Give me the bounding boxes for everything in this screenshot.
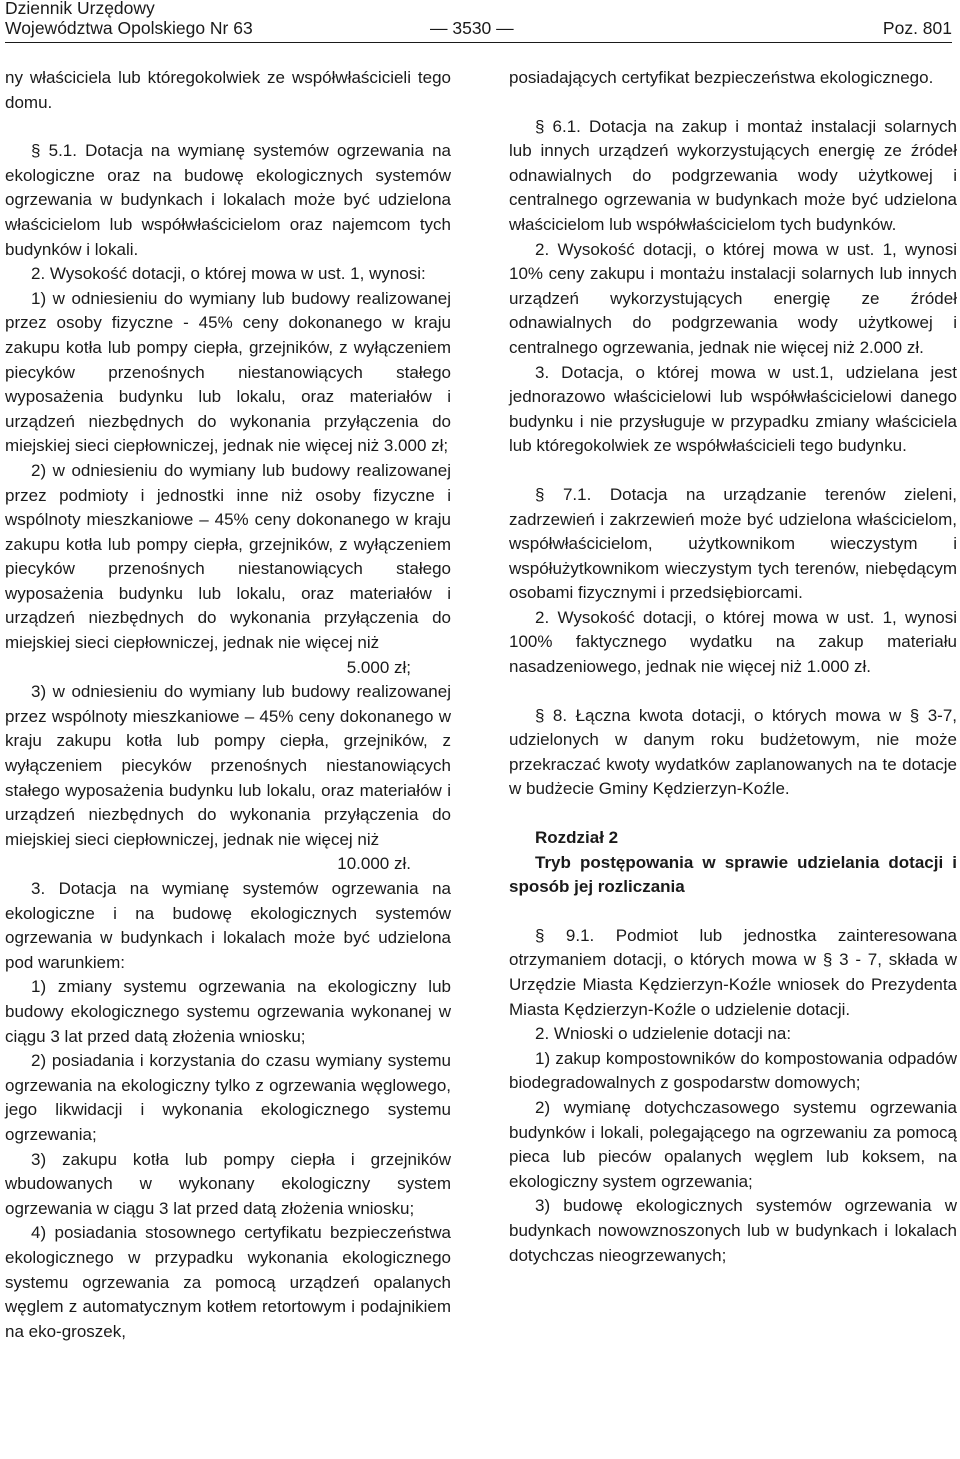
paragraph: 3. Dotacja, o której mowa w ust.1, udzielana jest jednorazowo właścicielowi lub współwłaścicielowi danego budynku i nie przysługuje w przypadku zmiany właściciela lub któregokolwiek ze współwłaścicieli tego budynku. <box>509 362 957 456</box>
amount-text: 10.000 zł. <box>337 854 411 874</box>
paragraph: 2. Wysokość dotacji, o której mowa w ust. 1, wynosi: <box>31 264 426 284</box>
page-number: — 3530 — <box>430 18 514 38</box>
list-item: 2) w odniesieniu do wymiany lub budowy realizowanej przez podmioty i jednostki inne niż osoby fizyczne i wspólnoty mieszkaniowe – 45% ceny dokonanego w kraju zakupu kotła lub pompy ciepła, grzejników, z wyłączeniem piecyków przenośnych niestanowiących stałego wyposażenia budynku lub lokalu, oraz materiałów i urządzeń niezbędnych do wykonania przyłączenia do miejskiej sieci ciepłowniczej, jednak nie więcej niż <box>5 460 451 653</box>
list-item: 4) posiadania stosownego certyfikatu bezpieczeństwa ekologicznego w przypadku wykonania ekologicznego systemu ogrzewania za pomocą urządzeń opalanych węglem z automatycznym kotłem retortowym i podajnikiem na eko-groszek, <box>5 1223 451 1341</box>
position-number: Poz. 801 <box>882 18 952 38</box>
chapter-title: Tryb postępowania w sprawie udzielania dotacji i sposób jej rozliczania <box>509 852 957 897</box>
list-item: 2) posiadania i korzystania do czasu wymiany systemu ogrzewania na ekologiczny tylko z ogrzewania węglowego, jego likwidacji i wykonania ekologicznego systemu ogrzewania; <box>5 1051 451 1144</box>
paragraph: posiadających certyfikat bezpieczeństwa ekologicznego. <box>509 68 934 87</box>
list-item: 3) w odniesieniu do wymiany lub budowy realizowanej przez wspólnoty mieszkaniowe – 45% ceny dokonanego w kraju zakupu kotła lub pompy ciepła, grzejników, z wyłączeniem piecyków przenośnych niestanowiących stałego wyposażenia budynku lub lokalu, oraz materiałów i urządzeń niezbędnych do wykonania przyłączenia do miejskiej sieci ciepłowniczej, jednak nie więcej niż <box>5 682 451 849</box>
chapter-heading: Rozdział 2 <box>535 828 619 848</box>
paragraph: 3. Dotacja na wymianę systemów ogrzewania na ekologiczne i na budowę ekologicznych systemów ogrzewania w budynkach i lokalach może być udzielona pod warunkiem: <box>5 879 451 972</box>
paragraph: 2. Wnioski o udzielenie dotacji na: <box>535 1024 792 1044</box>
paragraph-section-9-1: § 9.1. Podmiot lub jednostka zainteresowana otrzymaniem dotacji, o których mowa w § 3 - 7, składa w Urzędzie Miasta Kędzierzyn-Koźle wniosek do Prezydenta Miasta Kędzierzyn-Koźle o udzielenie dotacji. <box>509 925 957 1019</box>
list-item: 1) zakup kompostowników do kompostowania odpadów biodegradowalnych z gospodarstw domowych; <box>509 1048 957 1093</box>
paragraph: ny właściciela lub któregokolwiek ze współwłaścicieli tego domu. <box>5 68 451 112</box>
paragraph-section-8: § 8. Łączna kwota dotacji, o których mowa w § 3-7, udzielonych w danym roku budżetowym, nie może przekraczać kwoty wydatków zaplanowanych na te dotacje w budżecie Gminy Kędzierzyn-Koźle. <box>509 705 957 799</box>
list-item: 2) wymianę dotychczasowego systemu ogrzewania budynków i lokali, polegającego na ogrzewaniu za pomocą pieca lub pieców opalanych węglem lub koksem, na ekologiczny system ogrzewania; <box>509 1097 957 1191</box>
right-column <box>509 66 957 1268</box>
journal-title: Dziennik Urzędowy <box>5 0 155 18</box>
left-column <box>5 66 451 1344</box>
list-item: 3) budowę ekologicznych systemów ogrzewania w budynkach nowowznoszonych lub w budynkach i lokalach dotychczas nieogrzewanych; <box>509 1196 957 1265</box>
list-item: 1) w odniesieniu do wymiany lub budowy realizowanej przez osoby fizyczne - 45% ceny dokonanego w kraju zakupu kotła lub pompy ciepła, grzejników, z wyłączeniem piecyków przenośnych niestanowiących stałego wyposażenia budynku lub lokalu, oraz materiałów i urządzeń niezbędnych do wykonania przyłączenia do miejskiej sieci ciepłowniczej, jednak nie więcej niż 3.000 zł; <box>5 288 451 456</box>
paragraph: 2. Wysokość dotacji, o której mowa w ust. 1, wynosi 100% faktycznego wydatku na zakup materiału nasadzeniowego, jednak nie więcej niż 1.000 zł. <box>509 607 957 677</box>
list-item: 1) zmiany systemu ogrzewania na ekologiczny lub budowy ekologicznego systemu ogrzewania wykonanej w ciągu 3 lat przed datą złożenia wniosku; <box>5 977 451 1046</box>
paragraph-section-6-1: § 6.1. Dotacja na zakup i montaż instalacji solarnych lub innych urządzeń wykorzystujących energię ze źródeł odnawialnych do podgrzewania wody użytkowej i centralnego ogrzewania w budynkach może być udzielona właścicielom lub współwłaścicielom tych budynków. <box>509 116 957 234</box>
amount-text: 5.000 zł; <box>346 657 411 677</box>
page-header <box>5 0 952 43</box>
paragraph-section-5-1: § 5.1. Dotacja na wymianę systemów ogrzewania na ekologiczne oraz na budowę ekologicznych systemów ogrzewania w budynkach i lokalach może być udzielona właścicielom lub współwłaścicielom oraz najemcom tych budynków i lokali. <box>5 141 451 259</box>
journal-issue: Województwa Opolskiego Nr 63 <box>5 18 253 38</box>
paragraph-section-7-1: § 7.1. Dotacja na urządzanie terenów zieleni, zadrzewień i zakrzewień może być udzielona właścicielom, współwłaścicielom, użytkownikom wieczystym i współużytkownikom wieczystym tych terenów, niebędącym osobami fizycznymi i przedsiębiorcami. <box>509 484 957 603</box>
list-item: 3) zakupu kotła lub pompy ciepła i grzejników wbudowanych w wykonany ekologiczny system ogrzewania w ciągu 3 lat przed datą złożenia wniosku; <box>5 1149 451 1218</box>
paragraph: 2. Wysokość dotacji, o której mowa w ust. 1, wynosi 10% ceny zakupu i montażu instalacji solarnych lub innych urządzeń wykorzystujących energię ze źródeł odnawialnych do podgrzewania wody użytkowej i centralnego ogrzewania, jednak nie więcej niż 2.000 zł. <box>509 239 957 357</box>
